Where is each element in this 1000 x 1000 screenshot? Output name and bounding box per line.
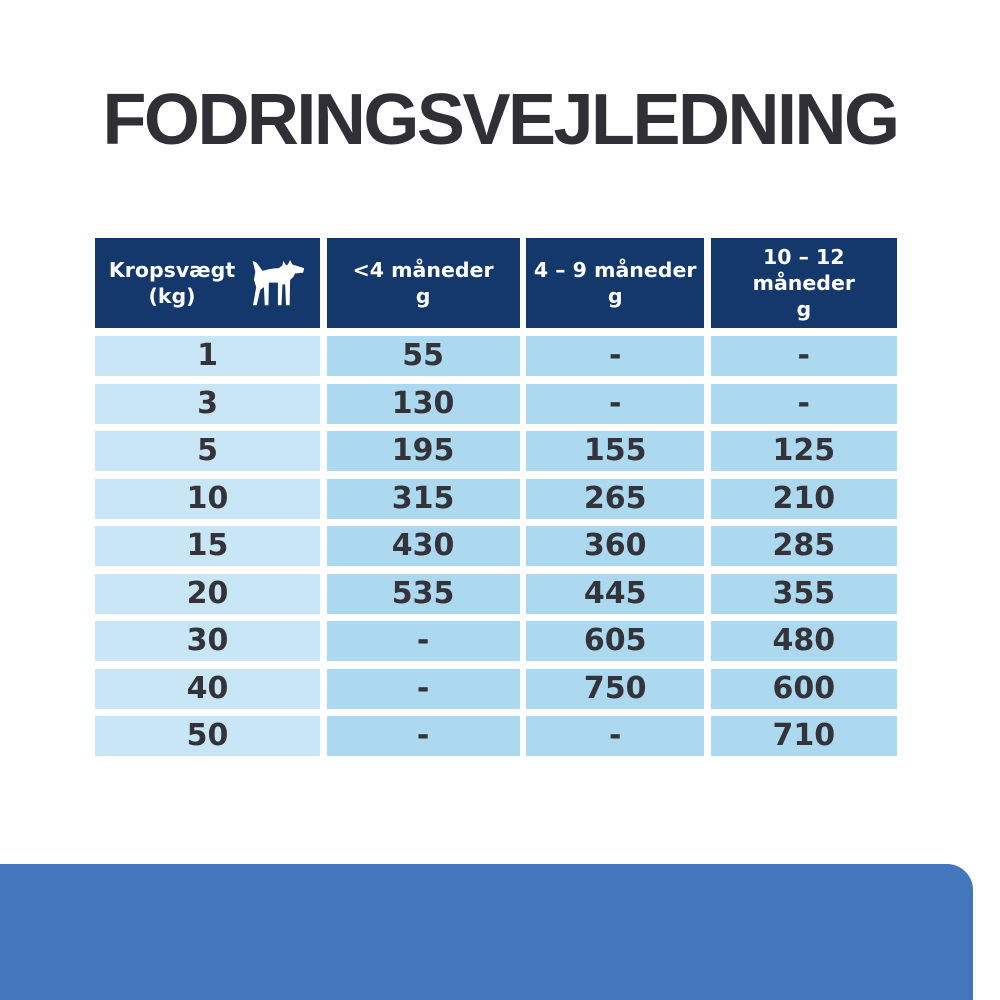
table-row <box>95 479 897 519</box>
value-cell: 710 <box>711 716 897 756</box>
page-title: FODRINGSVEJLEDNING <box>102 80 898 160</box>
value-cell: 535 <box>327 574 520 614</box>
value-cell: - <box>526 716 704 756</box>
table-row <box>95 431 897 471</box>
feeding-table <box>95 238 897 756</box>
value-cell: - <box>526 384 704 424</box>
header-cell-bodyweight <box>95 238 320 328</box>
table-row <box>95 574 897 614</box>
value-cell: 315 <box>327 479 520 519</box>
weight-cell: 3 <box>95 384 320 424</box>
header-line-1: Kropsvægt <box>108 258 236 282</box>
value-cell: - <box>327 621 520 661</box>
value-cell: 480 <box>711 621 897 661</box>
header-line-2: g <box>796 297 812 321</box>
table-row <box>95 336 897 376</box>
value-cell: 285 <box>711 526 897 566</box>
value-cell: - <box>327 716 520 756</box>
table-row <box>95 384 897 424</box>
header-line-1: 10 – 12 måneder <box>752 245 855 295</box>
value-cell: - <box>711 336 897 376</box>
header-line-2: g <box>607 284 623 308</box>
weight-cell: 15 <box>95 526 320 566</box>
header-line-1: 4 – 9 måneder <box>533 258 697 282</box>
value-cell: - <box>711 384 897 424</box>
header-bodyweight-text <box>109 257 235 309</box>
value-cell: 155 <box>526 431 704 471</box>
table-header-row <box>95 238 897 328</box>
weight-cell: 5 <box>95 431 320 471</box>
dog-icon <box>248 260 306 307</box>
value-cell: 265 <box>526 479 704 519</box>
value-cell: 210 <box>711 479 897 519</box>
value-cell: 430 <box>327 526 520 566</box>
weight-cell: 10 <box>95 479 320 519</box>
table-row <box>95 621 897 661</box>
value-cell: 605 <box>526 621 704 661</box>
table-row <box>95 669 897 709</box>
table-body <box>95 336 897 756</box>
bottom-band <box>0 864 973 1000</box>
value-cell: 125 <box>711 431 897 471</box>
value-cell: 360 <box>526 526 704 566</box>
weight-cell: 50 <box>95 716 320 756</box>
value-cell: - <box>526 336 704 376</box>
header-line-2: g <box>415 284 431 308</box>
header-line-2: (kg) <box>148 284 196 308</box>
header-cell-10-12-months <box>711 238 897 328</box>
value-cell: 355 <box>711 574 897 614</box>
value-cell: 600 <box>711 669 897 709</box>
weight-cell: 20 <box>95 574 320 614</box>
value-cell: 130 <box>327 384 520 424</box>
weight-cell: 40 <box>95 669 320 709</box>
value-cell: 750 <box>526 669 704 709</box>
header-cell-4-9-months <box>526 238 704 328</box>
weight-cell: 1 <box>95 336 320 376</box>
table-row <box>95 716 897 756</box>
value-cell: - <box>327 669 520 709</box>
value-cell: 55 <box>327 336 520 376</box>
table-row <box>95 526 897 566</box>
value-cell: 445 <box>526 574 704 614</box>
value-cell: 195 <box>327 431 520 471</box>
header-cell-under-4-months <box>327 238 520 328</box>
weight-cell: 30 <box>95 621 320 661</box>
header-line-1: <4 måneder <box>352 258 494 282</box>
